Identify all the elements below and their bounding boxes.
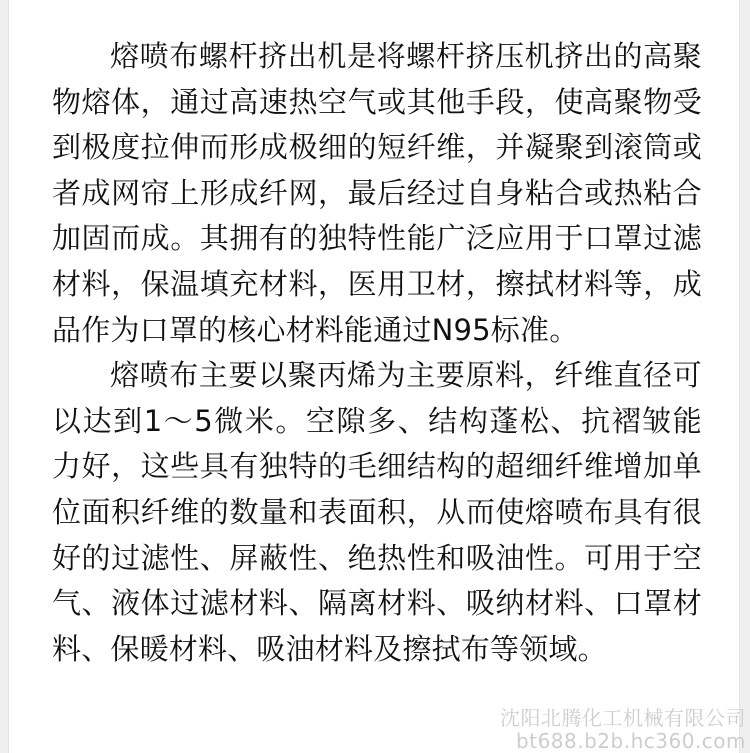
article-body — [52, 34, 702, 672]
paragraph-1: 熔喷布螺杆挤出机是将螺杆挤压机挤出的高聚物熔体，通过高速热空气或其他手段，使高聚物受到极度拉伸而形成极细的短纤维，并凝聚到滚筒或者成网帘上形成纤网，最后经过自身粘合或热粘合加固而成。其拥有的独特性能广泛应用于口罩过滤材料，保温填充材料，医用卫材，擦拭材料等，成品作为口罩的核心材料能通过N95标准。 — [52, 39, 702, 347]
paragraph-2: 熔喷布主要以聚丙烯为主要原料，纤维直径可以达到1～5微米。空隙多、结构蓬松、抗褶皱能力好，这些具有独特的毛细结构的超细纤维增加单位面积纤维的数量和表面积，从而使熔喷布具有很好的过滤性、屏蔽性、绝热性和吸油性。可用于空气、液体过滤材料、隔离材料、吸纳材料、口罩材料、保暖材料、吸油材料及擦拭布等领域。 — [52, 358, 702, 666]
watermark-company: 沈阳北腾化工机械有限公司 — [500, 706, 746, 730]
watermark-site: bt688.b2b.hc360.com — [516, 729, 746, 753]
document-page — [8, 0, 740, 753]
